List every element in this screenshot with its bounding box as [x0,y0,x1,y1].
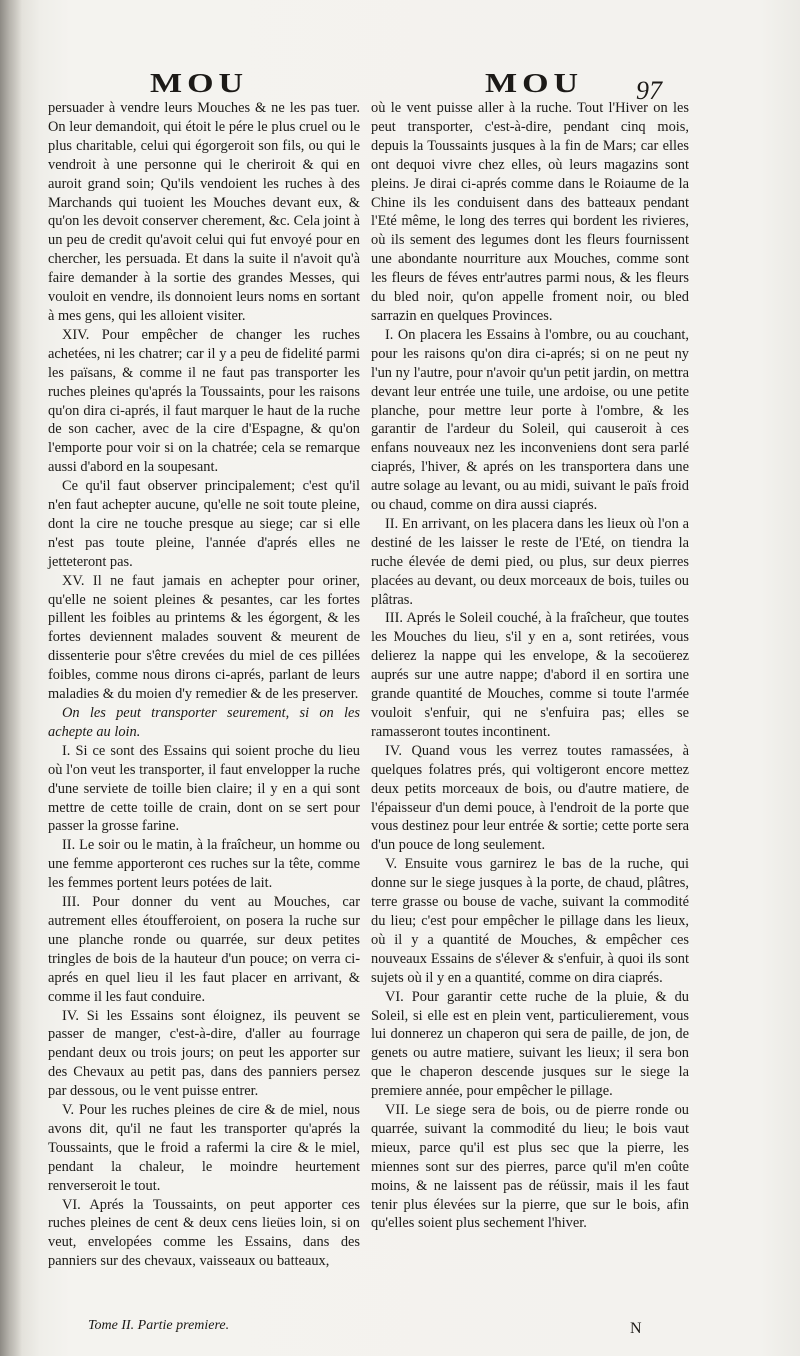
paragraph: V. Ensuite vous garnirez le bas de la ruche, qui donne sur le siege jusques à la porte, de chaud, plâtres, terre grasse ou bouse de vache, suivant la commodité du lieu; c'est pour empêcher le pillage dans les lieux, où il y a quantité de Mouches, & empêcher ces nouveaux Essains de s'élever & s'enfuir, à quoi ils sont sujets où il y en a quantité, comme on dira ciaprés. [371,856,689,986]
paragraph: I. On placera les Essains à l'ombre, ou au couchant, pour les raisons qu'on dira ci-aprés; si on ne peut ny l'un ny l'autre, pour n'avoir qu'un petit jardin, on mettra devant leur entrée une tuile, une ardoise, ou une petite planche, pour mettre leur porte à l'ombre, & les garantir de l'ardeur du Soleil, qui causeroit à ces enfans nouveaux nez les inconveniens dont sera parlé ciaprés, l'hiver, & aprés on les transportera dans une autre solage au levant, ou au midi, suivant le païs froid ou chaud, comme on dira aussi ciaprés. [371,326,689,514]
running-head-left: MOU [150,68,249,99]
paragraph: IV. Si les Essains sont éloignez, ils peuvent se passer de manger, c'est-à-dire, d'aller au fourrage pendant deux ou trois jours; on peut les apporter sur des Chevaux au petit pas, dans des panniers persez par dessous, ou le vent puisse entrer. [48,1007,360,1100]
left-text-column [48,99,360,1271]
paragraph: III. Aprés le Soleil couché, à la fraîcheur, que toutes les Mouches du lieu, s'il y en a, sont retirées, vous delierez la nappe qui les envelope, & la secoüerez auprés sur une autre nappe; d'abord il en sortira une grande quantité de Mouches, comme si toute l'armée vouloit s'enfuir, qui ne s'enfuira pas; elles se ramasseront toutes incontinent. [371,610,689,740]
paragraph: Ce qu'il faut observer principalement; c'est qu'il n'en faut achepter aucune, qu'elle ne soit toute pleine, dont la cire ne touche presque au siege; car si elle n'est pas toute pleine, l'année d'aprés elles ne jetteteront pas. [48,478,360,570]
paragraph: V. Pour les ruches pleines de cire & de miel, nous avons dit, qu'il ne faut les transporter qu'aprés la Toussaints, que le froid a rafermi la cire & le miel, pendant la chaleur, le moindre heurtement renverseroit le tout. [48,1102,360,1194]
paragraph: On les peut transporter seurement, si on les achepte au loin. [48,705,360,740]
page-number: 97 [636,76,662,105]
signature-mark: Tome II. Partie premiere. [88,1318,230,1333]
paragraph: VI. Pour garantir cette ruche de la pluie, & du Soleil, si elle est en plein vent, particulierement, vous lui donnerez un chaperon qui sera de paille, de jon, de genets ou autre matiere, suivant les lieux; il sera bon que le chaperon descende jusques sur le siege la premiere année, pour empêcher le pillage. [371,988,689,1100]
paragraph: II. Le soir ou le matin, à la fraîcheur, un homme ou une femme apporteront ces ruches sur la tête, comme les femmes portent leurs potées de lait. [48,837,360,892]
paragraph: où le vent puisse aller à la ruche. Tout l'Hiver on les peut transporter, c'est-à-dire, pendant cinq mois, depuis la Toussaints jusques à la fin de Mars; car elles ont dequoi vivre chez elles, où leurs magazins sont pleins. Je dirai ci-aprés comme dans le Roiaume de la Chine ils les conduisent dans des batteaux pendant l'Eté même, le long des terres qui bordent les rivieres, où ils sement des legumes dont les fleurs fournissent une abondante nourriture aux Mouches, comme sont les fleurs de féves entr'autres parmi nous, & les fleurs du bled noir, qu'on appelle froment noir, ou bled sarrazin en quelques Provinces. [371,100,689,324]
paragraph: XV. Il ne faut jamais en achepter pour oriner, qu'elle ne soient pleines & pesantes, car les fortes pillent les foibles au printems & les égorgent, & les fortes deviennent malades souvent & meurent de dissenterie pour s'être crevées du miel de ces pillées foibles, comme nous dirons ci-aprés, parlant de leurs maladies & du moien d'y remedier & de les preserver. [48,572,360,703]
page-gutter-shadow [0,0,22,1356]
right-text-column [371,99,689,1233]
paragraph: III. Pour donner du vent au Mouches, car autrement elles étoufferoient, on posera la ruche sur une planche ronde ou quarrée, sur deux petites tringles de bois de la hauteur d'un pouce; on verra ci-aprés en quel lieu il les faut placer en arrivant, & comme il les faut conduire. [48,894,360,1005]
paragraph: VII. Le siege sera de bois, ou de pierre ronde ou quarrée, suivant la commodité du lieu; le bois vaut mieux, parce qu'il est plus sec que la pierre, les miennes sont sur des pierres, parce qu'il m'en coûte moins, & ne laissent pas de réüssir, mais il les faut tenir plus élevées sur la pierre, que sur le bois, afin qu'elles soient plus sechement l'hiver. [371,1102,689,1232]
catchword: N [630,1320,642,1337]
running-head-right: MOU [485,68,584,99]
paragraph: IV. Quand vous les verrez toutes ramassées, à quelques folatres prés, qui voltigeront encore mettez deux petits morceaux de bois, ou d'autre matiere, de l'épaisseur d'un demi pouce, à l'endroit de la porte que vous destinez pour leur entrée & sortie; cette porte sera d'un pouce de long seulement. [371,742,689,854]
paragraph: I. Si ce sont des Essains qui soient proche du lieu où l'on veut les transporter, il faut envelopper la ruche d'une serviete de toille bien claire; il y en a qui sont mettre de cette toille de crain, dont on se sert pour passer la grosse farine. [48,742,360,835]
paragraph: persuader à vendre leurs Mouches & ne les pas tuer. On leur demandoit, qui étoit le pére le plus cruel ou le plus charitable, celui qui égorgeroit son fils, ou qui le vendroit à une personne qui le cheriroit & qui en auroit grand soin; Qu'ils vendoient les ruches à des Marchands qui tuoient les Mouches devant eux, & qu'on les devoit conserver cherement, &c. Cela joint à un peu de credit qu'avoit celui qui fut envoyé pour en chercher, les persuada. Et dans la suite il n'avoit qu'à faire demander à la sortie des grandes Messes, qui vouloit en vendre, ils donnoient leurs noms en sortant à mes gens, qui les alloient visiter. [48,100,360,324]
paragraph: VI. Aprés la Toussaints, on peut apporter ces ruches pleines de cent & deux cens lieües loin, si on veut, envelopées comme les Essains, dans des panniers sur des chevaux, vaisseaux ou batteaux, [48,1196,360,1270]
paragraph: II. En arrivant, on les placera dans les lieux où l'on a destiné de les laisser le reste de l'Eté, on tiendra la ruche élevée de demi pied, ou plus, sur deux pierres placées au devant, ou deux morceaux de bois, tuiles ou plâtras. [371,515,689,608]
paragraph: XIV. Pour empêcher de changer les ruches achetées, ni les chatrer; car il y a peu de fidelité parmi les païsans, & comme il ne faut pas transporter les ruches pleines qu'aprés la Toussaints, pour les raisons qu'on dira ci-aprés, il faut marquer le haut de la ruche de son cacher, avec de la cire d'Espagne, & qu'on l'emporte pour voir si on la chatrée; cela se remarque aussi d'abord en la soupesant. [48,326,360,476]
